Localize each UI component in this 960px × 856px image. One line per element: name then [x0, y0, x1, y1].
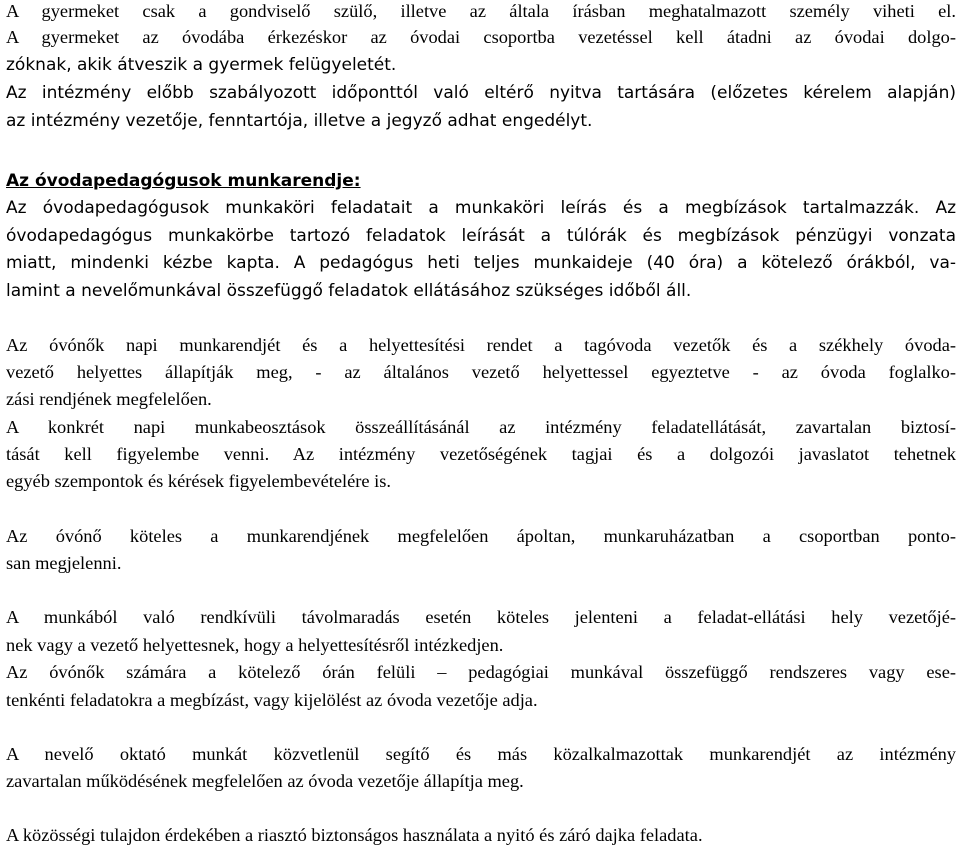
text-line: vezető helyettes állapítják meg, - az általános vezető helyettessel egyeztetve - az óvoda foglalko-	[6, 362, 956, 382]
text-line: Az intézmény előbb szabályozott időponttól való eltérő nyitva tartására (előzetes kérelem alapján)	[6, 83, 956, 103]
text-line: A gyermeket csak a gondviselő szülő, illetve az általa írásban meghatalmazott személy viheti el.	[6, 1, 956, 21]
text-line: zóknak, akik átveszik a gyermek felügyeletét.	[6, 55, 397, 75]
text-line: egyéb szempontok és kérések figyelembevételére is.	[6, 471, 392, 491]
text-line: az intézmény vezetője, fenntartója, illetve a jegyző adhat engedélyt.	[6, 111, 593, 131]
section-heading: Az óvodapedagógusok munkarendje:	[6, 171, 361, 191]
text-line: tását kell figyelembe venni. Az intézmény vezetőségének tagjai és a dolgozói javaslatot tehetnek	[6, 444, 956, 464]
text-line: nek vagy a vezető helyettesnek, hogy a helyettesítésről intézkedjen.	[6, 635, 504, 655]
text-line: Az óvónők napi munkarendjét és a helyettesítési rendet a tagóvoda vezetők és a székhely óvoda-	[6, 335, 956, 355]
text-line: óvodapedagógus munkakörbe tartozó feladatok leírását a túlórák és megbízások pénzügyi vonzata	[6, 226, 956, 246]
text-line: zási rendjének megfelelően.	[6, 389, 212, 409]
text-line: miatt, mindenki kézbe kapta. A pedagógus heti teljes munkaideje (40 óra) a kötelező órákból, va-	[6, 253, 956, 273]
text-line: A konkrét napi munkabeosztások összeállításánál az intézmény feladatellátását, zavartalan biztosí-	[6, 417, 956, 437]
text-line: A közösségi tulajdon érdekében a riasztó biztonságos használata a nyitó és záró dajka feladata.	[6, 825, 703, 845]
text-line: zavartalan működésének megfelelően az óvoda vezetője állapítja meg.	[6, 771, 524, 791]
text-line: san megjelenni.	[6, 553, 122, 573]
text-line: lamint a nevelőmunkával összefüggő feladatok ellátásához szükséges időből áll.	[6, 281, 692, 301]
text-line: Az óvodapedagógusok munkaköri feladatait a munkaköri leírás és a megbízások tartalmazzák. Az	[6, 198, 956, 218]
text-line: A nevelő oktató munkát közvetlenül segítő és más közalkalmazottak munkarendjét az intézmény	[6, 744, 956, 764]
text-line: Az óvónők számára a kötelező órán felüli – pedagógiai munkával összefüggő rendszeres vagy ese-	[6, 662, 956, 682]
text-line: A gyermeket az óvodába érkezéskor az óvodai csoportba vezetéssel kell átadni az óvodai dolgo-	[6, 27, 956, 47]
text-line: Az óvónő köteles a munkarendjének megfelelően ápoltan, munkaruházatban a csoportban ponto-	[6, 526, 956, 546]
text-line: A munkából való rendkívüli távolmaradás esetén köteles jelenteni a feladat-ellátási hely vezetőjé-	[6, 607, 956, 627]
text-line: tenkénti feladatokra a megbízást, vagy kijelölést az óvoda vezetője adja.	[6, 690, 538, 710]
